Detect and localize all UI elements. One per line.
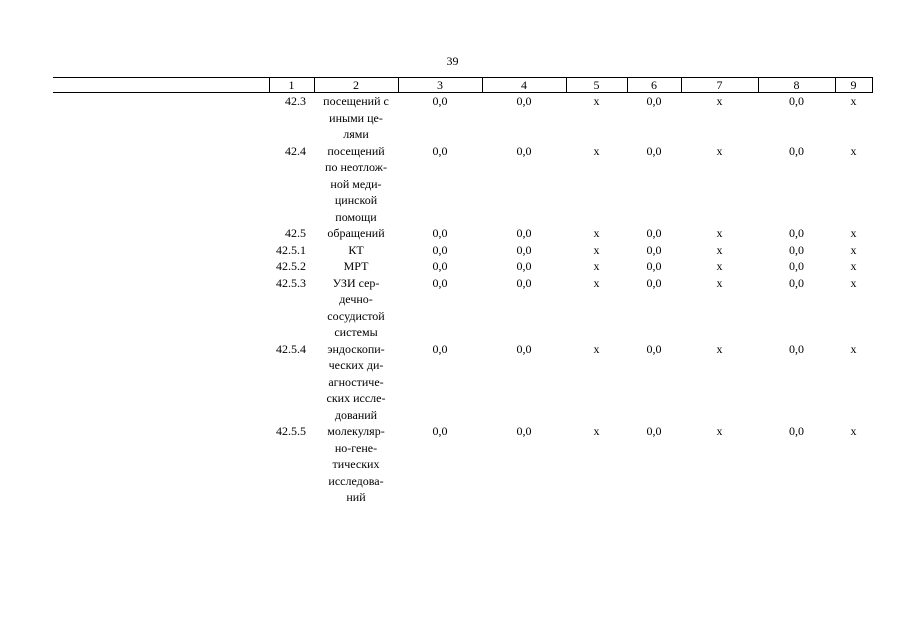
row-code: 42.5 — [285, 226, 306, 240]
cell-col-8: 0,0 — [789, 94, 804, 108]
row-stub — [53, 423, 269, 506]
row-stub — [53, 143, 269, 226]
cell-col-9: x — [850, 259, 857, 273]
table-row — [53, 225, 872, 242]
cell-col-5: x — [593, 94, 600, 108]
row-name: МРТ — [343, 259, 369, 273]
row-code: 42.5.4 — [276, 341, 306, 356]
cell-col-9: x — [850, 242, 857, 257]
row-name: УЗИ сер- дечно- сосудистой системы — [327, 275, 385, 339]
cell-col-3: 0,0 — [432, 94, 448, 108]
table-row — [53, 143, 872, 226]
cell-col-6: 0,0 — [646, 341, 662, 356]
cell-col-5: x — [593, 341, 600, 356]
column-header: 3 — [398, 78, 482, 93]
cell-col-3: 0,0 — [432, 259, 448, 273]
row-name: молекуляр- но-гене- тических исследова- ний — [327, 424, 385, 504]
cell-col-3: 0,0 — [432, 143, 448, 158]
row-stub — [53, 275, 269, 341]
cell-col-6: 0,0 — [646, 424, 662, 438]
cell-col-8: 0,0 — [789, 143, 804, 158]
cell-col-5: x — [593, 242, 600, 257]
row-code: 42.5.2 — [276, 259, 306, 273]
cell-col-4: 0,0 — [516, 275, 532, 290]
row-name: посещений с иными це- лями — [323, 94, 389, 141]
row-name: обращений — [327, 226, 385, 240]
cell-col-7: x — [716, 424, 723, 438]
row-stub — [53, 242, 269, 259]
column-header: 6 — [627, 78, 681, 93]
row-name: посещений по неотлож- ной меди- цинской помощи — [325, 143, 387, 224]
cell-col-3: 0,0 — [432, 275, 448, 290]
cell-col-9: x — [850, 341, 857, 356]
row-stub — [53, 93, 269, 143]
cell-col-7: x — [716, 341, 723, 356]
column-header: 2 — [314, 78, 398, 93]
row-code: 42.3 — [285, 94, 306, 108]
table-row — [53, 423, 872, 506]
cell-col-3: 0,0 — [432, 242, 448, 257]
row-name: КТ — [348, 242, 364, 257]
cell-col-7: x — [716, 143, 723, 158]
column-header: 4 — [482, 78, 566, 93]
cell-col-9: x — [850, 275, 857, 290]
cell-col-6: 0,0 — [646, 275, 662, 290]
cell-col-4: 0,0 — [516, 424, 532, 438]
header-stub — [53, 78, 269, 93]
cell-col-4: 0,0 — [516, 226, 532, 240]
cell-col-3: 0,0 — [432, 424, 448, 438]
cell-col-7: x — [716, 259, 723, 273]
cell-col-7: x — [716, 94, 723, 108]
cell-col-5: x — [593, 226, 600, 240]
column-header: 9 — [835, 78, 872, 93]
table-header-row — [53, 78, 872, 93]
cell-col-6: 0,0 — [646, 94, 662, 108]
cell-col-6: 0,0 — [646, 143, 662, 158]
row-code: 42.5.5 — [276, 424, 306, 438]
cell-col-9: x — [850, 424, 857, 438]
cell-col-5: x — [593, 424, 600, 438]
row-stub — [53, 258, 269, 275]
row-code: 42.5.1 — [276, 242, 306, 257]
cell-col-8: 0,0 — [789, 341, 804, 356]
data-table — [53, 77, 873, 506]
table-body — [53, 93, 872, 506]
column-header: 7 — [681, 78, 758, 93]
cell-col-7: x — [716, 275, 723, 290]
cell-col-8: 0,0 — [789, 424, 804, 438]
table-row — [53, 93, 872, 143]
cell-col-8: 0,0 — [789, 226, 804, 240]
cell-col-3: 0,0 — [432, 341, 448, 356]
cell-col-9: x — [850, 94, 857, 108]
cell-col-4: 0,0 — [516, 259, 532, 273]
cell-col-7: x — [716, 226, 723, 240]
row-name: эндоскопи- ческих ди- агностиче- ских иссле- дований — [326, 341, 386, 422]
row-stub — [53, 225, 269, 242]
cell-col-5: x — [593, 275, 600, 290]
cell-col-4: 0,0 — [516, 242, 532, 257]
cell-col-4: 0,0 — [516, 143, 532, 158]
column-header: 1 — [269, 78, 314, 93]
cell-col-6: 0,0 — [646, 259, 662, 273]
cell-col-9: x — [850, 143, 857, 158]
table-row — [53, 341, 872, 424]
cell-col-3: 0,0 — [432, 226, 448, 240]
cell-col-9: x — [850, 226, 857, 240]
cell-col-5: x — [593, 259, 600, 273]
table-row — [53, 258, 872, 275]
cell-col-6: 0,0 — [646, 226, 662, 240]
cell-col-5: x — [593, 143, 600, 158]
row-code: 42.4 — [285, 143, 306, 158]
table-row — [53, 242, 872, 259]
row-stub — [53, 341, 269, 424]
table-row — [53, 275, 872, 341]
page-number: 39 — [446, 54, 459, 68]
cell-col-8: 0,0 — [789, 259, 804, 273]
column-header: 8 — [758, 78, 835, 93]
cell-col-7: x — [716, 242, 723, 257]
cell-col-8: 0,0 — [789, 242, 804, 257]
cell-col-8: 0,0 — [789, 275, 804, 290]
cell-col-4: 0,0 — [516, 94, 532, 108]
column-header: 5 — [566, 78, 627, 93]
cell-col-4: 0,0 — [516, 341, 532, 356]
cell-col-6: 0,0 — [646, 242, 662, 257]
row-code: 42.5.3 — [276, 275, 306, 290]
